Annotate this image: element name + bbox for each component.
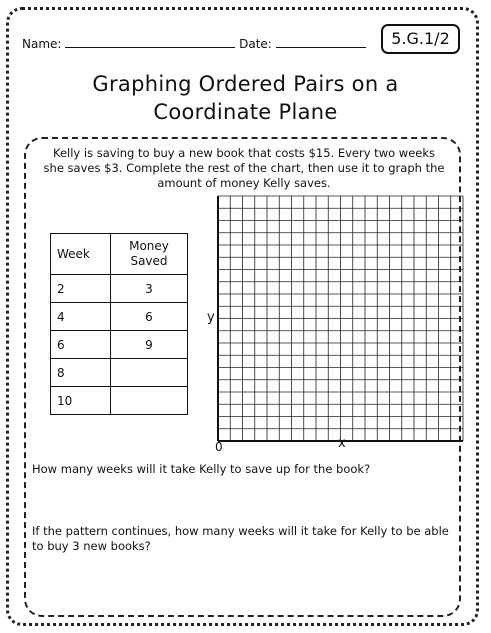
- table-row: [51, 359, 188, 387]
- table-cell-money[interactable]: [111, 387, 188, 415]
- table-cell-money: 9: [111, 331, 188, 359]
- name-blank[interactable]: [65, 36, 235, 48]
- name-label: Name:: [22, 37, 62, 51]
- y-axis-label: y: [207, 310, 215, 325]
- page-title-line2: Coordinate Plane: [153, 100, 338, 124]
- origin-label: 0: [215, 440, 223, 454]
- standard-badge: 5.G.1/2: [381, 24, 460, 54]
- name-date-line: [22, 36, 366, 51]
- table-header-row: [51, 234, 188, 275]
- table-cell-money: 3: [111, 275, 188, 303]
- x-axis-label: x: [338, 436, 346, 451]
- question-2: If the pattern continues, how many weeks will it take for Kelly to be able to buy 3 new books?: [32, 524, 449, 553]
- date-label: Date:: [239, 37, 272, 51]
- table-row: [51, 275, 188, 303]
- table-row: [51, 387, 188, 415]
- table-cell-week: 2: [51, 275, 111, 303]
- savings-table: [50, 233, 188, 415]
- question-1: How many weeks will it take Kelly to save up for the book?: [32, 462, 371, 476]
- table-header-money: Money Saved: [111, 234, 188, 275]
- problem-text: Kelly is saving to buy a new book that costs $15. Every two weeks she saves $3. Complete the rest of the chart, then use it to graph the amount of money Kelly saves.: [43, 146, 445, 190]
- date-blank[interactable]: [276, 36, 366, 48]
- table-cell-money[interactable]: [111, 359, 188, 387]
- table-cell-week: 4: [51, 303, 111, 331]
- table-cell-week: 10: [51, 387, 111, 415]
- table-cell-money: 6: [111, 303, 188, 331]
- table-row: [51, 303, 188, 331]
- page-title-line1: Graphing Ordered Pairs on a: [92, 72, 399, 96]
- table-header-week: Week: [51, 234, 111, 275]
- table-row: [51, 331, 188, 359]
- table-cell-week: 8: [51, 359, 111, 387]
- table-cell-week: 6: [51, 331, 111, 359]
